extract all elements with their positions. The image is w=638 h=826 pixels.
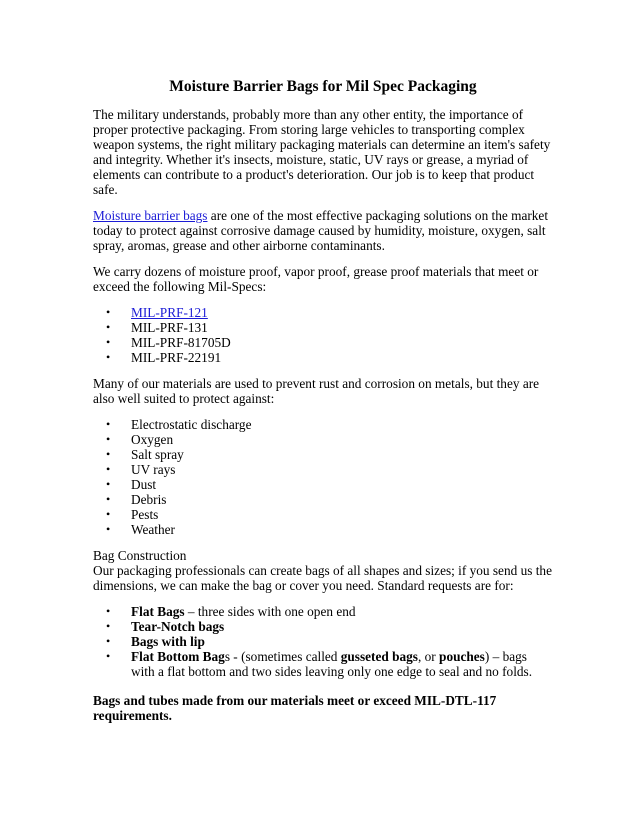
mil-prf-121-link[interactable]: MIL-PRF-121 <box>131 305 208 320</box>
barrier-paragraph-text: are one of the most effective packaging solutions on the market today to protect against corrosive damage caused by humidity, moisture, oxygen, salt spray, aromas, grease and other airborne contaminants. <box>93 208 549 253</box>
list-item <box>106 477 553 492</box>
flat-bottom-bags-term: Flat Bottom Bag <box>131 649 225 664</box>
flat-bags-description: – three sides with one open end <box>184 604 356 619</box>
construction-paragraph <box>93 548 553 593</box>
gusseted-bags-term: gusseted bags <box>340 649 418 664</box>
bags-with-lip-term: Bags with lip <box>131 634 205 649</box>
flat-bags-term: Flat Bags <box>131 604 185 619</box>
list-item-label: Weather <box>131 522 175 537</box>
list-item <box>106 462 553 477</box>
construction-text: Our packaging professionals can create bags of all shapes and sizes; if you send us the dimensions, we can make the bag or cover you need. Standard requests are for: <box>93 563 552 593</box>
bullet-icon: • <box>106 492 111 506</box>
bullet-icon: • <box>106 432 111 446</box>
tear-notch-bags-term: Tear-Notch bags <box>131 619 225 634</box>
bullet-icon: • <box>106 305 111 319</box>
list-item <box>106 619 553 634</box>
list-item-label: Debris <box>131 492 167 507</box>
bullet-icon: • <box>106 604 111 618</box>
list-item <box>106 320 553 335</box>
bullet-icon: • <box>106 462 111 476</box>
barrier-paragraph <box>93 208 553 253</box>
list-item-label: Salt spray <box>131 447 184 462</box>
bullet-icon: • <box>106 507 111 521</box>
bullet-icon: • <box>106 417 111 431</box>
list-item-label: Pests <box>131 507 159 522</box>
list-item <box>106 492 553 507</box>
list-item-label: MIL-PRF-81705D <box>131 335 231 350</box>
bullet-icon: • <box>106 649 111 663</box>
bullet-icon: • <box>106 634 111 648</box>
list-item-label: MIL-PRF-22191 <box>131 350 222 365</box>
mil-spec-list <box>93 305 553 365</box>
bullet-icon: • <box>106 619 111 633</box>
list-item-label: Electrostatic discharge <box>131 417 252 432</box>
pouches-term: pouches <box>439 649 485 664</box>
list-item <box>106 634 553 649</box>
page-title: Moisture Barrier Bags for Mil Spec Packaging <box>169 78 477 95</box>
flat-bottom-text: s - (sometimes called <box>224 649 341 664</box>
list-item-label: UV rays <box>131 462 176 477</box>
or-text: , or <box>417 649 440 664</box>
document-page <box>93 78 553 734</box>
bullet-icon: • <box>106 447 111 461</box>
protect-intro-paragraph: Many of our materials are used to prevent rust and corrosion on metals, but they are also well suited to protect against: <box>93 376 540 406</box>
list-item <box>106 432 553 447</box>
flat-bottom-description: ) – bags with a flat bottom and two sides leaving only one edge to seal and no folds. <box>131 649 533 679</box>
list-item <box>106 417 553 432</box>
moisture-barrier-bags-link[interactable]: Moisture barrier bags <box>93 208 208 223</box>
list-item <box>106 507 553 522</box>
list-item-label: Dust <box>131 477 157 492</box>
list-item <box>106 335 553 350</box>
list-item-label: MIL-PRF-131 <box>131 320 208 335</box>
specs-intro-paragraph: We carry dozens of moisture proof, vapor proof, grease proof materials that meet or exceed the following Mil-Specs: <box>93 264 539 294</box>
list-item <box>106 522 553 537</box>
list-item <box>106 350 553 365</box>
bag-types-list <box>93 604 553 679</box>
bullet-icon: • <box>106 335 111 349</box>
bullet-icon: • <box>106 522 111 536</box>
list-item-label: Oxygen <box>131 432 174 447</box>
protection-list <box>93 417 553 537</box>
list-item <box>106 447 553 462</box>
bullet-icon: • <box>106 320 111 334</box>
list-item <box>106 305 553 320</box>
bullet-icon: • <box>106 350 111 364</box>
list-item <box>106 649 553 679</box>
closing-statement: Bags and tubes made from our materials meet or exceed MIL-DTL-117 requirements. <box>93 693 497 723</box>
list-item <box>106 604 553 619</box>
intro-paragraph: The military understands, probably more than any other entity, the importance of proper protective packaging. From storing large vehicles to transporting complex weapon systems, the right military packaging materials can determine an item's safety and integrity. Whether it's insects, moisture, static, UV rays or grease, a myriad of elements can contribute to a product's deterioration. Our job is to keep that product safe. <box>93 107 551 197</box>
construction-heading: Bag Construction <box>93 548 187 563</box>
bullet-icon: • <box>106 477 111 491</box>
